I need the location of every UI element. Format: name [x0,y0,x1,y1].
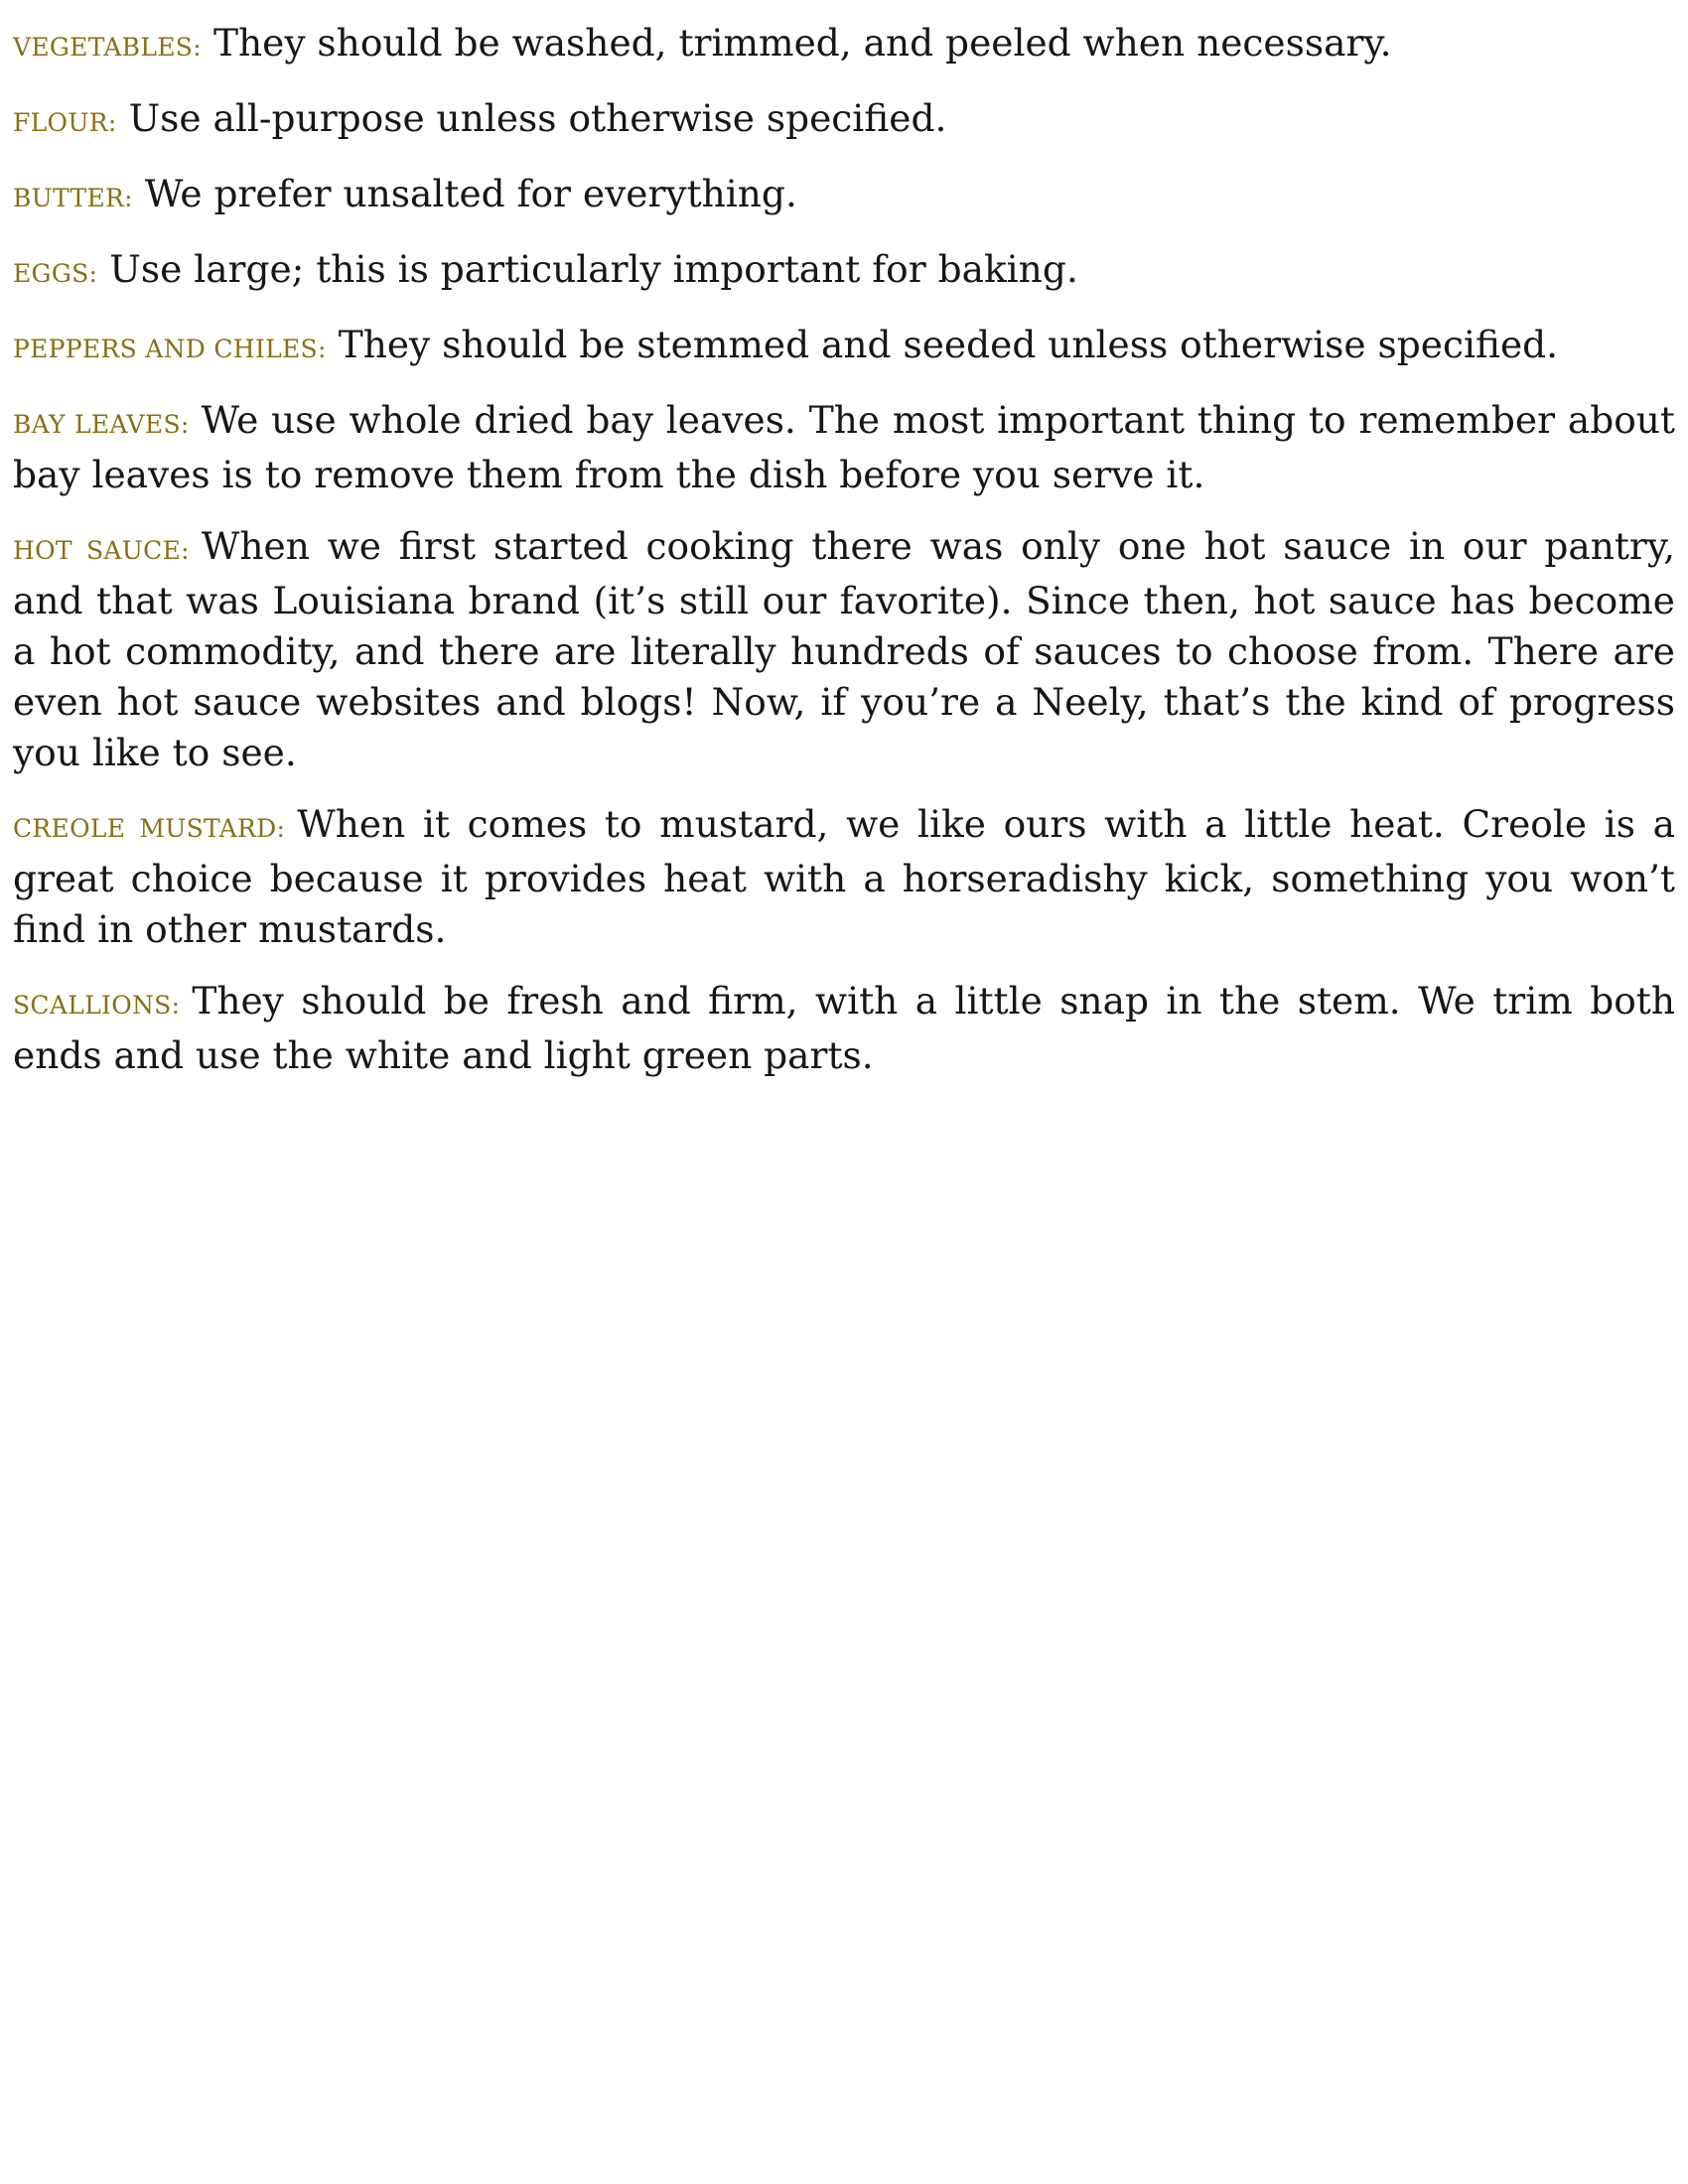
glossary-entry-scallions [13,976,1675,1081]
glossary-definition: We use whole dried bay leaves. The most important thing to remember about bay leaves is to remove them from the dish before you serve it. [13,398,1675,496]
glossary-term: BAY LEAVES: [13,410,190,439]
glossary-entry-creole-mustard [13,799,1675,955]
glossary-definition: They should be washed, trimmed, and peeled when necessary. [212,21,1392,65]
glossary-term: PEPPERS AND CHILES: [13,335,327,363]
glossary-entry-peppers-and-chiles [13,320,1675,374]
glossary-term: SCALLIONS: [13,991,181,1020]
glossary-definition: When it comes to mustard, we like ours with a little heat. Creole is a great choice because it provides heat with a horseradishy kick, something you won’t find in other mustards. [13,802,1675,951]
glossary-entry-vegetables [13,18,1675,72]
glossary-term: FLOUR: [13,108,117,137]
glossary-term: EGGS: [13,259,98,288]
glossary-term: VEGETABLES: [13,33,202,62]
glossary-term: HOT SAUCE: [13,536,190,565]
glossary-entry-eggs [13,244,1675,299]
glossary-entry-flour [13,93,1675,148]
glossary-term: BUTTER: [13,184,133,212]
glossary-entry-bay-leaves [13,395,1675,500]
glossary-term: CREOLE MUSTARD: [13,814,286,843]
glossary-definition: When we first started cooking there was only one hot sauce in our pantry, and that was Louisiana brand (it’s still our favorite). Since then, hot sauce has become a hot commodity, and there are literally hundreds of sauces to choose from. There are even hot sauce websites and blogs! Now, if you’re a Neely, that’s the kind of progress you like to see. [13,524,1675,774]
glossary-definition: They should be stemmed and seeded unless otherwise specified. [338,323,1559,366]
glossary-page [13,18,1675,1102]
glossary-definition: Use large; this is particularly important for baking. [109,247,1078,291]
glossary-entry-butter [13,169,1675,223]
glossary-definition: We prefer unsalted for everything. [144,172,797,215]
glossary-definition: They should be fresh and firm, with a little snap in the stem. We trim both ends and use the white and light green parts. [13,979,1675,1077]
glossary-definition: Use all-purpose unless otherwise specified. [128,96,947,140]
glossary-entry-hot-sauce [13,521,1675,778]
